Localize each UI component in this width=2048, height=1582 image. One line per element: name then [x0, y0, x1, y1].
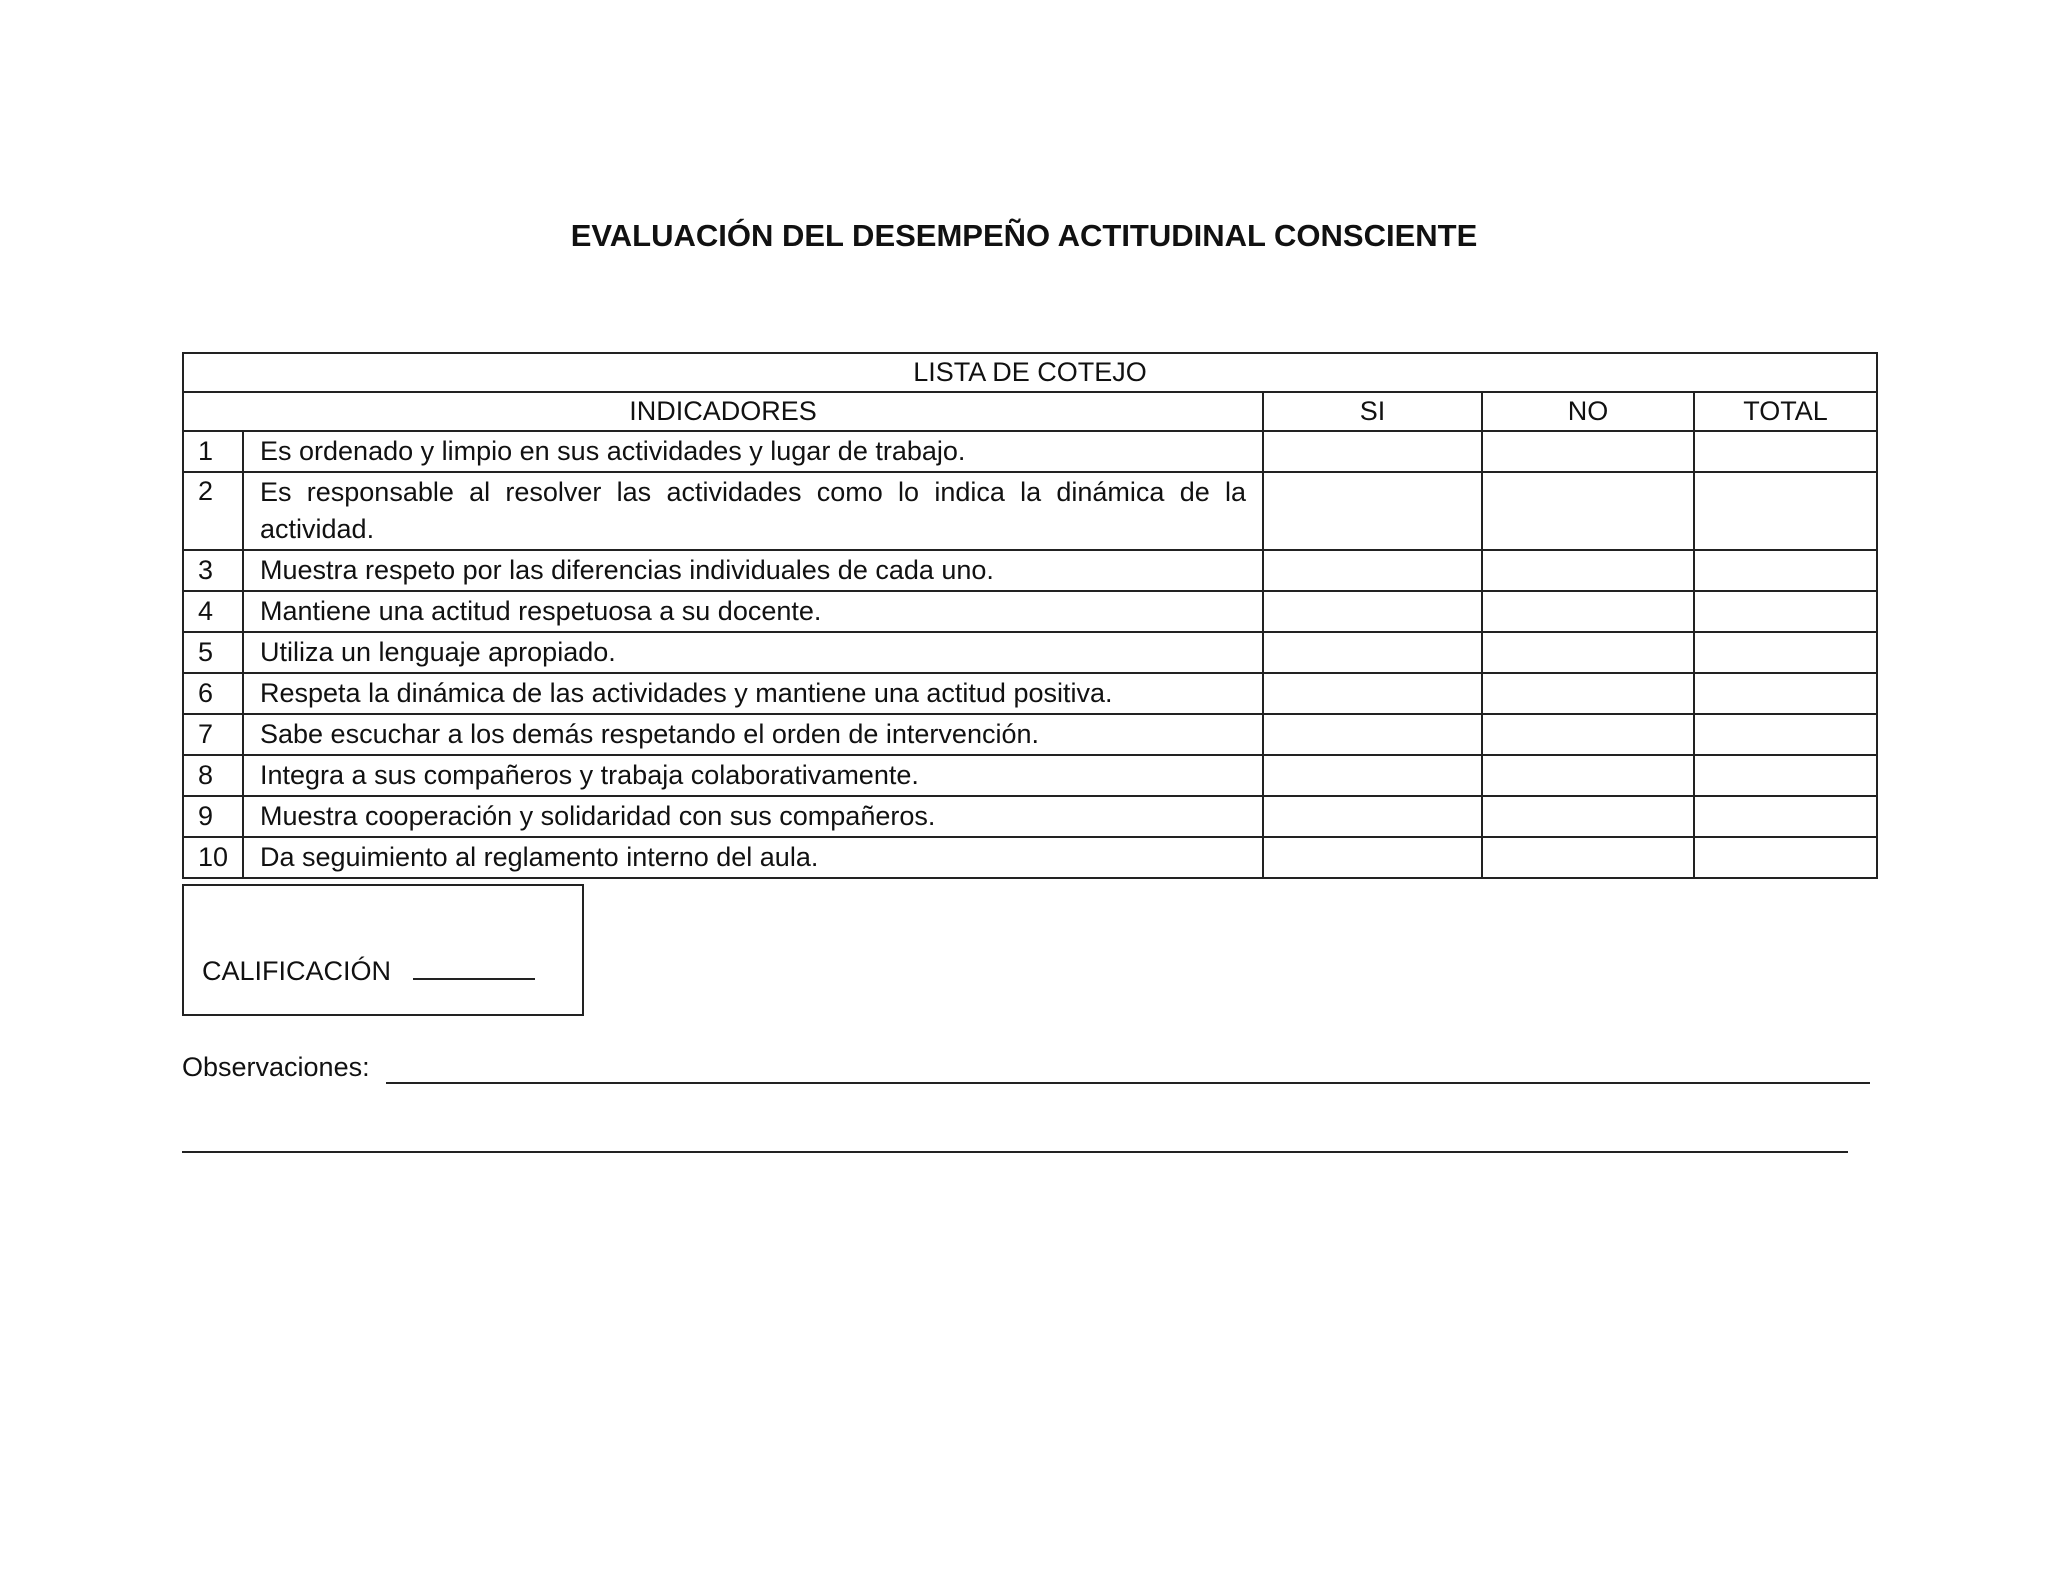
- page-title: EVALUACIÓN DEL DESEMPEÑO ACTITUDINAL CONSCIENTE: [570, 218, 1478, 253]
- row-indicator: Integra a sus compañeros y trabaja colaborativamente.: [243, 755, 1263, 796]
- row-si-cell[interactable]: [1263, 591, 1482, 632]
- row-indicator: Respeta la dinámica de las actividades y mantiene una actitud positiva.: [243, 673, 1263, 714]
- table-row: [183, 591, 1877, 632]
- table-row: [183, 431, 1877, 472]
- row-total-cell[interactable]: [1694, 591, 1877, 632]
- row-number: 1: [183, 431, 243, 472]
- row-indicator: Mantiene una actitud respetuosa a su docente.: [243, 591, 1263, 632]
- observations-line-1[interactable]: [386, 1082, 1870, 1084]
- observations-label: Observaciones:: [182, 1052, 370, 1082]
- row-number: 8: [183, 755, 243, 796]
- row-no-cell[interactable]: [1482, 837, 1694, 878]
- row-no-cell[interactable]: [1482, 431, 1694, 472]
- row-total-cell[interactable]: [1694, 632, 1877, 673]
- header-total: TOTAL: [1694, 392, 1877, 431]
- row-indicator: Es ordenado y limpio en sus actividades y lugar de trabajo.: [243, 431, 1263, 472]
- table-row: [183, 714, 1877, 755]
- row-number: 9: [183, 796, 243, 837]
- table-row: [183, 755, 1877, 796]
- row-total-cell[interactable]: [1694, 673, 1877, 714]
- table-row: [183, 472, 1877, 550]
- row-no-cell[interactable]: [1482, 714, 1694, 755]
- row-indicator: Muestra respeto por las diferencias individuales de cada uno.: [243, 550, 1263, 591]
- row-si-cell[interactable]: [1263, 431, 1482, 472]
- row-si-cell[interactable]: [1263, 837, 1482, 878]
- row-si-cell[interactable]: [1263, 755, 1482, 796]
- row-number: 7: [183, 714, 243, 755]
- table-header-row: [183, 392, 1877, 431]
- row-no-cell[interactable]: [1482, 550, 1694, 591]
- row-total-cell[interactable]: [1694, 796, 1877, 837]
- grade-label-wrap: [202, 954, 535, 987]
- table-row: [183, 673, 1877, 714]
- row-number: 10: [183, 837, 243, 878]
- table-row: [183, 796, 1877, 837]
- row-no-cell[interactable]: [1482, 796, 1694, 837]
- grade-blank-line[interactable]: [413, 954, 535, 980]
- grade-box: [182, 884, 584, 1016]
- row-total-cell[interactable]: [1694, 714, 1877, 755]
- row-no-cell[interactable]: [1482, 472, 1694, 550]
- row-no-cell[interactable]: [1482, 673, 1694, 714]
- row-indicator: Sabe escuchar a los demás respetando el orden de intervención.: [243, 714, 1263, 755]
- table-caption-row: [183, 353, 1877, 392]
- observations-line-2[interactable]: [182, 1151, 1848, 1153]
- row-no-cell[interactable]: [1482, 591, 1694, 632]
- row-number: 5: [183, 632, 243, 673]
- header-no: NO: [1482, 392, 1694, 431]
- row-total-cell[interactable]: [1694, 755, 1877, 796]
- table-row: [183, 632, 1877, 673]
- row-number: 4: [183, 591, 243, 632]
- checklist-table: [182, 352, 1878, 879]
- row-total-cell[interactable]: [1694, 431, 1877, 472]
- row-number: 6: [183, 673, 243, 714]
- table-row: [183, 550, 1877, 591]
- row-no-cell[interactable]: [1482, 755, 1694, 796]
- row-number: 3: [183, 550, 243, 591]
- grade-label: CALIFICACIÓN: [202, 956, 392, 986]
- row-indicator: Da seguimiento al reglamento interno del aula.: [243, 837, 1263, 878]
- row-indicator: Es responsable al resolver las actividades como lo indica la dinámica de la actividad.: [243, 472, 1263, 550]
- row-si-cell[interactable]: [1263, 472, 1482, 550]
- row-si-cell[interactable]: [1263, 550, 1482, 591]
- row-si-cell[interactable]: [1263, 714, 1482, 755]
- row-no-cell[interactable]: [1482, 632, 1694, 673]
- row-total-cell[interactable]: [1694, 837, 1877, 878]
- header-indicadores: INDICADORES: [183, 392, 1263, 431]
- row-indicator: Muestra cooperación y solidaridad con sus compañeros.: [243, 796, 1263, 837]
- row-number: 2: [183, 472, 243, 550]
- row-si-cell[interactable]: [1263, 673, 1482, 714]
- row-total-cell[interactable]: [1694, 550, 1877, 591]
- row-si-cell[interactable]: [1263, 796, 1482, 837]
- table-row: [183, 837, 1877, 878]
- row-si-cell[interactable]: [1263, 632, 1482, 673]
- header-si: SI: [1263, 392, 1482, 431]
- row-indicator: Utiliza un lenguaje apropiado.: [243, 632, 1263, 673]
- row-total-cell[interactable]: [1694, 472, 1877, 550]
- table-caption: LISTA DE COTEJO: [183, 353, 1877, 392]
